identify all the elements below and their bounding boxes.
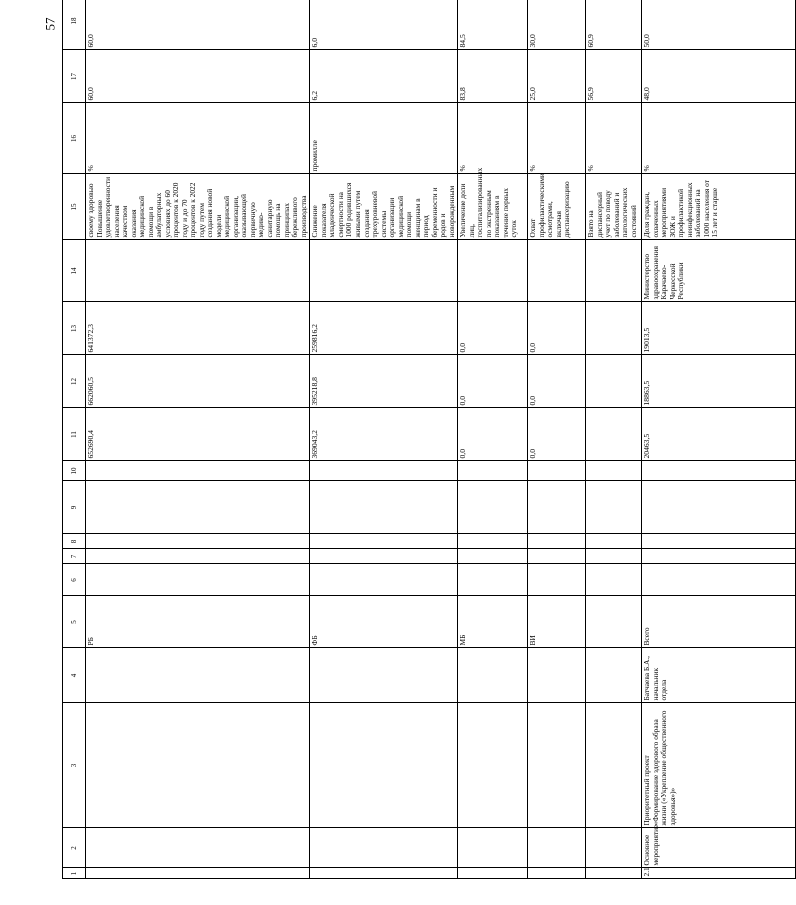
table-cell-col8 bbox=[86, 534, 310, 549]
table-cell-col17: 83,8 bbox=[458, 50, 528, 103]
table-row bbox=[458, 0, 528, 885]
table-cell-col14: Министерство здравоохранения Карачаево-Черкесской Республики bbox=[642, 240, 796, 302]
table-cell-col17: 56,9 bbox=[586, 50, 642, 103]
left-margin-cell bbox=[310, 879, 458, 885]
table-cell-col11: 0,0 bbox=[458, 408, 528, 461]
left-margin-cell bbox=[642, 879, 796, 885]
column-number-header: 12 bbox=[63, 355, 86, 408]
table-cell-col15: своему здоровью Повышение удовлетворенности населения качеством оказания медицинской помощи в амбулаторных условиях до 60 процентов к 2020 году и до 70 процентов к 2022 году путем создания новой модели медицинской организации, оказывающей первичную медико-санитарную помощь на принципах бережливого производства bbox=[86, 174, 310, 240]
left-margin-cell bbox=[528, 879, 586, 885]
table-cell-col7 bbox=[528, 549, 586, 564]
table-cell-col2 bbox=[586, 828, 642, 868]
column-number-header: 7 bbox=[63, 549, 86, 564]
column-number-header: 5 bbox=[63, 596, 86, 648]
table-cell-col3 bbox=[86, 703, 310, 828]
table-cell-col7 bbox=[642, 549, 796, 564]
table-cell-col6 bbox=[586, 564, 642, 596]
table-cell-col16: % bbox=[586, 103, 642, 174]
table-row bbox=[642, 0, 796, 885]
table-cell-col7 bbox=[86, 549, 310, 564]
column-number-header: 13 bbox=[63, 302, 86, 355]
table-cell-col6 bbox=[86, 564, 310, 596]
left-margin-cell bbox=[63, 879, 86, 885]
table-cell-col5 bbox=[586, 596, 642, 648]
left-margin-cell bbox=[86, 879, 310, 885]
table-cell-col15: Доля граждан, охваченных мероприятиями ЗОЖ и профилактикой неинфекционных заболеваний на 1000 населения от 15 лет и старше bbox=[642, 174, 796, 240]
table-cell-col1 bbox=[528, 868, 586, 879]
table-cell-col3 bbox=[586, 703, 642, 828]
table-cell-col6 bbox=[528, 564, 586, 596]
measures-table bbox=[62, 0, 796, 885]
table-cell-col13: 0,0 bbox=[528, 302, 586, 355]
table-cell-col2: Основное мероприятие bbox=[642, 828, 796, 868]
table-cell-col5: Всего bbox=[642, 596, 796, 648]
table-cell-col13: 19013,5 bbox=[642, 302, 796, 355]
column-number-header: 3 bbox=[63, 703, 86, 828]
table-cell-col1: 2.1 bbox=[642, 868, 796, 879]
column-number-header: 14 bbox=[63, 240, 86, 302]
column-number-header: 11 bbox=[63, 408, 86, 461]
table-cell-col5: ФБ bbox=[310, 596, 458, 648]
header-row bbox=[63, 0, 86, 885]
table-cell-col6 bbox=[642, 564, 796, 596]
table-cell-col6 bbox=[310, 564, 458, 596]
table-row bbox=[586, 0, 642, 885]
table-cell-col8 bbox=[310, 534, 458, 549]
table-cell-col9 bbox=[642, 481, 796, 534]
table-cell-col18: 6,0 bbox=[310, 0, 458, 50]
table-cell-col14 bbox=[586, 240, 642, 302]
table-cell-col3 bbox=[528, 703, 586, 828]
column-number-header: 18 bbox=[63, 0, 86, 50]
table-cell-col7 bbox=[458, 549, 528, 564]
table-cell-col18: 60,9 bbox=[586, 0, 642, 50]
table-cell-col2 bbox=[310, 828, 458, 868]
table-cell-col12: 395218,8 bbox=[310, 355, 458, 408]
table-cell-col14 bbox=[310, 240, 458, 302]
table-cell-col11: 369043,2 bbox=[310, 408, 458, 461]
table-cell-col4 bbox=[86, 648, 310, 703]
column-number-header: 17 bbox=[63, 50, 86, 103]
table-cell-col12: 0,0 bbox=[458, 355, 528, 408]
table-cell-col16: % bbox=[86, 103, 310, 174]
column-number-header: 4 bbox=[63, 648, 86, 703]
table-cell-col17: 25,0 bbox=[528, 50, 586, 103]
table-cell-col10 bbox=[458, 461, 528, 481]
table-cell-col5: МБ bbox=[458, 596, 528, 648]
table-cell-col7 bbox=[586, 549, 642, 564]
table-cell-col15: Увеличение доли лиц, госпитализированных по экстренным показаниям в течение первых суток bbox=[458, 174, 528, 240]
table-cell-col1 bbox=[458, 868, 528, 879]
table-cell-col9 bbox=[528, 481, 586, 534]
table-cell-col16: промилле bbox=[310, 103, 458, 174]
table-cell-col3 bbox=[310, 703, 458, 828]
table-cell-col13: 641372,3 bbox=[86, 302, 310, 355]
table-cell-col12 bbox=[586, 355, 642, 408]
table-cell-col11: 20463,5 bbox=[642, 408, 796, 461]
table-cell-col11: 0,0 bbox=[528, 408, 586, 461]
table-cell-col9 bbox=[458, 481, 528, 534]
table-cell-col10 bbox=[642, 461, 796, 481]
table-cell-col11: 652690,4 bbox=[86, 408, 310, 461]
table-cell-col2 bbox=[528, 828, 586, 868]
column-number-header: 8 bbox=[63, 534, 86, 549]
table-cell-col6 bbox=[458, 564, 528, 596]
column-number-header: 1 bbox=[63, 868, 86, 879]
table-cell-col16: % bbox=[528, 103, 586, 174]
column-number-header: 10 bbox=[63, 461, 86, 481]
table-cell-col5: ВИ bbox=[528, 596, 586, 648]
table-cell-col8 bbox=[586, 534, 642, 549]
table-cell-col12: 0,0 bbox=[528, 355, 586, 408]
table-cell-col4 bbox=[528, 648, 586, 703]
table-cell-col10 bbox=[310, 461, 458, 481]
table-cell-col18: 60,0 bbox=[86, 0, 310, 50]
table-cell-col7 bbox=[310, 549, 458, 564]
table-cell-col15: Снижение показателя младенческой смертности на 1000 родившихся живыми путем создания трехуровневой системы организации медицинской помощи женщинам в период беременности и родов и новорожденным bbox=[310, 174, 458, 240]
table-cell-col5: РБ bbox=[86, 596, 310, 648]
table-cell-col13: 0,0 bbox=[458, 302, 528, 355]
table-cell-col12: 18863,5 bbox=[642, 355, 796, 408]
column-number-header: 6 bbox=[63, 564, 86, 596]
table-row bbox=[86, 0, 310, 885]
table-cell-col17: 60,0 bbox=[86, 50, 310, 103]
table-cell-col13: 259816,2 bbox=[310, 302, 458, 355]
table-cell-col16: % bbox=[458, 103, 528, 174]
table-cell-col14 bbox=[86, 240, 310, 302]
table-cell-col8 bbox=[642, 534, 796, 549]
table-cell-col15: Охват профилактическими осмотрами, включая диспансеризацию bbox=[528, 174, 586, 240]
rotated-table-wrapper bbox=[62, 17, 720, 885]
table-cell-col8 bbox=[458, 534, 528, 549]
table-cell-col11 bbox=[586, 408, 642, 461]
table-row bbox=[310, 0, 458, 885]
table-row bbox=[528, 0, 586, 885]
table-cell-col2 bbox=[458, 828, 528, 868]
column-number-header: 9 bbox=[63, 481, 86, 534]
table-cell-col1 bbox=[586, 868, 642, 879]
table-cell-col4 bbox=[586, 648, 642, 703]
table-cell-col4: Батчаева Б.А., начальник отдела bbox=[642, 648, 796, 703]
table-cell-col15: Взято на диспансерный учет по поводу заболеваний и патологических состояний bbox=[586, 174, 642, 240]
table-cell-col9 bbox=[86, 481, 310, 534]
table-cell-col2 bbox=[86, 828, 310, 868]
table-cell-col1 bbox=[310, 868, 458, 879]
table-cell-col3 bbox=[458, 703, 528, 828]
table-cell-col18: 50,0 bbox=[642, 0, 796, 50]
table-cell-col17: 48,0 bbox=[642, 50, 796, 103]
table-cell-col10 bbox=[86, 461, 310, 481]
table-cell-col10 bbox=[586, 461, 642, 481]
table-cell-col14 bbox=[458, 240, 528, 302]
left-margin-cell bbox=[458, 879, 528, 885]
table-cell-col1 bbox=[86, 868, 310, 879]
page-number: 57 bbox=[42, 17, 58, 31]
table-cell-col12: 662060,5 bbox=[86, 355, 310, 408]
table-cell-col17: 6,2 bbox=[310, 50, 458, 103]
column-number-header: 16 bbox=[63, 103, 86, 174]
table-cell-col14 bbox=[528, 240, 586, 302]
table-cell-col8 bbox=[528, 534, 586, 549]
table-cell-col18: 84,5 bbox=[458, 0, 528, 50]
left-margin-cell bbox=[586, 879, 642, 885]
table-cell-col4 bbox=[310, 648, 458, 703]
column-number-header: 2 bbox=[63, 828, 86, 868]
table-cell-col9 bbox=[310, 481, 458, 534]
table-cell-col10 bbox=[528, 461, 586, 481]
table-cell-col16: % bbox=[642, 103, 796, 174]
column-number-header: 15 bbox=[63, 174, 86, 240]
table-cell-col4 bbox=[458, 648, 528, 703]
table-cell-col3: Приоритетный проект «Формирование здорового образа жизни («Укрепление общественного здоровья»)» bbox=[642, 703, 796, 828]
table-cell-col13 bbox=[586, 302, 642, 355]
table-cell-col9 bbox=[586, 481, 642, 534]
table-cell-col18: 30,0 bbox=[528, 0, 586, 50]
